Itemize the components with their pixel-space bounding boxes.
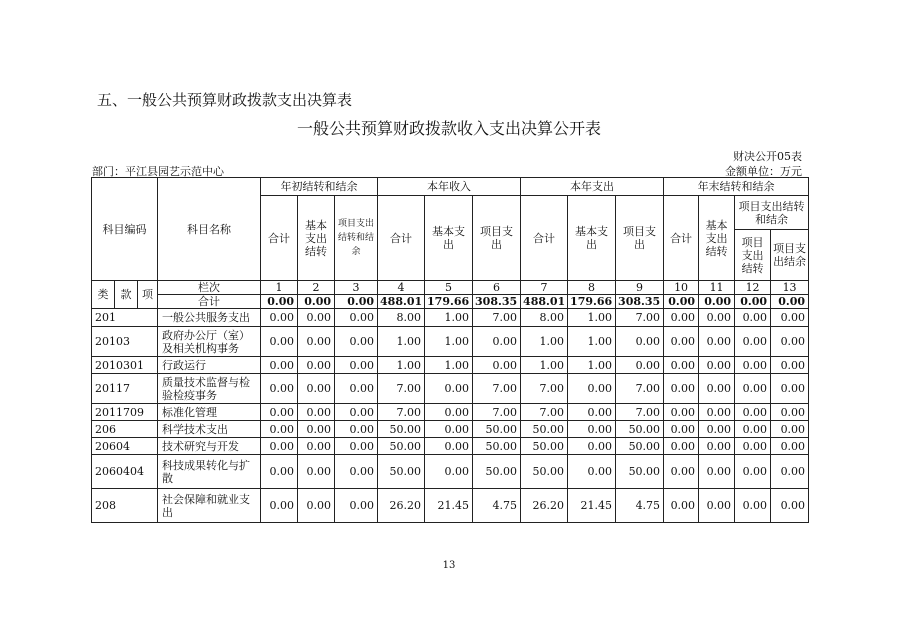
row-name: 政府办公厅（室）及相关机构事务 xyxy=(158,327,261,357)
table-row xyxy=(92,455,809,489)
expense-project-header: 项目支出 xyxy=(616,196,664,281)
row-value: 0.00 xyxy=(735,421,771,438)
row-value: 0.00 xyxy=(735,438,771,455)
row-name: 一般公共服务支出 xyxy=(158,309,261,327)
row-value: 0.00 xyxy=(735,455,771,489)
end-project-group-header: 项目支出结转和结余 xyxy=(735,196,809,230)
row-value: 0.00 xyxy=(735,374,771,404)
row-value: 0.00 xyxy=(568,374,616,404)
row-value: 0.00 xyxy=(335,489,378,523)
row-value: 0.00 xyxy=(735,309,771,327)
income-basic-header: 基本支出 xyxy=(425,196,473,281)
lei-header: 类 xyxy=(92,281,115,309)
end-balance-header: 年末结转和结余 xyxy=(664,178,809,196)
expense-basic-header: 基本支出 xyxy=(568,196,616,281)
row-value: 7.00 xyxy=(616,404,664,421)
row-value: 0.00 xyxy=(298,357,335,374)
data-rows xyxy=(92,309,809,523)
row-value: 0.00 xyxy=(298,455,335,489)
row-value: 0.00 xyxy=(771,309,809,327)
row-value: 0.00 xyxy=(568,421,616,438)
row-value: 0.00 xyxy=(664,327,699,357)
total-cell: 179.66 xyxy=(568,295,616,309)
row-value: 0.00 xyxy=(425,404,473,421)
row-value: 4.75 xyxy=(473,489,521,523)
end-total-header: 合计 xyxy=(664,196,699,281)
row-value: 1.00 xyxy=(378,327,425,357)
total-cell: 308.35 xyxy=(616,295,664,309)
col-number: 10 xyxy=(664,281,699,295)
row-value: 0.00 xyxy=(771,489,809,523)
col-number: 6 xyxy=(473,281,521,295)
row-value: 0.00 xyxy=(568,404,616,421)
col-number: 12 xyxy=(735,281,771,295)
total-cell: 0.00 xyxy=(699,295,735,309)
row-value: 0.00 xyxy=(699,357,735,374)
row-name: 行政运行 xyxy=(158,357,261,374)
row-value: 0.00 xyxy=(335,455,378,489)
subject-code-header: 科目编码 xyxy=(92,178,158,281)
row-value: 0.00 xyxy=(699,327,735,357)
row-value: 0.00 xyxy=(298,404,335,421)
row-value: 7.00 xyxy=(473,374,521,404)
row-value: 7.00 xyxy=(473,404,521,421)
row-value: 21.45 xyxy=(568,489,616,523)
row-name: 科学技术支出 xyxy=(158,421,261,438)
row-name: 质量技术监督与检验检疫事务 xyxy=(158,374,261,404)
row-value: 0.00 xyxy=(335,309,378,327)
row-code: 2011709 xyxy=(92,404,158,421)
row-value: 0.00 xyxy=(699,455,735,489)
row-value: 0.00 xyxy=(735,404,771,421)
row-value: 50.00 xyxy=(473,421,521,438)
row-value: 0.00 xyxy=(699,489,735,523)
total-cell: 0.00 xyxy=(261,295,298,309)
row-value: 0.00 xyxy=(664,309,699,327)
row-value: 0.00 xyxy=(298,438,335,455)
row-value: 0.00 xyxy=(664,374,699,404)
row-value: 0.00 xyxy=(335,327,378,357)
income-total-header: 合计 xyxy=(378,196,425,281)
row-value: 0.00 xyxy=(261,309,298,327)
row-value: 7.00 xyxy=(521,404,568,421)
expense-total-header: 合计 xyxy=(521,196,568,281)
row-value: 50.00 xyxy=(521,455,568,489)
row-value: 8.00 xyxy=(521,309,568,327)
row-value: 50.00 xyxy=(378,455,425,489)
row-value: 0.00 xyxy=(771,438,809,455)
row-value: 0.00 xyxy=(298,327,335,357)
col-number: 11 xyxy=(699,281,735,295)
row-value: 0.00 xyxy=(616,357,664,374)
table-row xyxy=(92,374,809,404)
row-value: 0.00 xyxy=(664,421,699,438)
row-name: 社会保障和就业支出 xyxy=(158,489,261,523)
col-number: 13 xyxy=(771,281,809,295)
row-value: 0.00 xyxy=(664,357,699,374)
row-value: 1.00 xyxy=(521,327,568,357)
table-row xyxy=(92,309,809,327)
row-value: 0.00 xyxy=(425,455,473,489)
row-code: 206 xyxy=(92,421,158,438)
row-code: 2060404 xyxy=(92,455,158,489)
row-value: 7.00 xyxy=(521,374,568,404)
col-number: 3 xyxy=(335,281,378,295)
row-value: 0.00 xyxy=(771,357,809,374)
total-cell: 0.00 xyxy=(771,295,809,309)
row-value: 50.00 xyxy=(521,421,568,438)
row-value: 0.00 xyxy=(771,455,809,489)
row-value: 50.00 xyxy=(378,421,425,438)
table-row xyxy=(92,357,809,374)
row-value: 0.00 xyxy=(473,357,521,374)
row-value: 0.00 xyxy=(699,438,735,455)
row-value: 0.00 xyxy=(335,438,378,455)
row-value: 0.00 xyxy=(735,327,771,357)
total-cell: 0.00 xyxy=(664,295,699,309)
row-code: 20103 xyxy=(92,327,158,357)
total-cell: 0.00 xyxy=(335,295,378,309)
row-value: 0.00 xyxy=(664,438,699,455)
row-value: 21.45 xyxy=(425,489,473,523)
row-name: 技术研究与开发 xyxy=(158,438,261,455)
row-value: 0.00 xyxy=(735,489,771,523)
row-value: 0.00 xyxy=(771,374,809,404)
begin-total-header: 合计 xyxy=(261,196,298,281)
row-value: 7.00 xyxy=(616,374,664,404)
lanci-header: 栏次 xyxy=(158,281,261,295)
row-code: 201 xyxy=(92,309,158,327)
budget-table xyxy=(91,177,809,523)
row-name: 标准化管理 xyxy=(158,404,261,421)
row-value: 0.00 xyxy=(261,357,298,374)
row-code: 2010301 xyxy=(92,357,158,374)
table-row xyxy=(92,489,809,523)
row-value: 50.00 xyxy=(473,438,521,455)
department-label: 部门：平江县园艺示范中心 xyxy=(92,165,224,178)
row-value: 0.00 xyxy=(261,489,298,523)
row-value: 0.00 xyxy=(664,404,699,421)
row-value: 7.00 xyxy=(616,309,664,327)
xiang-header: 项 xyxy=(138,281,158,309)
total-cell: 0.00 xyxy=(298,295,335,309)
row-value: 0.00 xyxy=(425,438,473,455)
row-code: 20117 xyxy=(92,374,158,404)
table-row xyxy=(92,327,809,357)
row-value: 1.00 xyxy=(425,357,473,374)
row-value: 50.00 xyxy=(521,438,568,455)
total-cell: 488.01 xyxy=(378,295,425,309)
row-value: 4.75 xyxy=(616,489,664,523)
col-number: 2 xyxy=(298,281,335,295)
table-row xyxy=(92,404,809,421)
row-value: 50.00 xyxy=(616,438,664,455)
row-value: 1.00 xyxy=(425,327,473,357)
row-value: 7.00 xyxy=(378,374,425,404)
row-value: 0.00 xyxy=(735,357,771,374)
col-number: 7 xyxy=(521,281,568,295)
income-header: 本年收入 xyxy=(378,178,521,196)
row-value: 0.00 xyxy=(568,438,616,455)
total-cell: 308.35 xyxy=(473,295,521,309)
row-value: 0.00 xyxy=(261,327,298,357)
row-value: 0.00 xyxy=(261,404,298,421)
row-value: 7.00 xyxy=(378,404,425,421)
row-value: 0.00 xyxy=(298,489,335,523)
row-code: 20604 xyxy=(92,438,158,455)
row-value: 0.00 xyxy=(568,455,616,489)
page-number: 13 xyxy=(442,560,456,571)
row-value: 0.00 xyxy=(261,374,298,404)
row-value: 0.00 xyxy=(771,327,809,357)
row-code: 208 xyxy=(92,489,158,523)
row-value: 50.00 xyxy=(378,438,425,455)
row-name: 科技成果转化与扩散 xyxy=(158,455,261,489)
row-value: 0.00 xyxy=(335,357,378,374)
row-value: 0.00 xyxy=(425,374,473,404)
income-project-header: 项目支出 xyxy=(473,196,521,281)
end-project-carry-header: 项目支出结转 xyxy=(735,230,771,281)
total-cell: 488.01 xyxy=(521,295,568,309)
row-value: 0.00 xyxy=(335,404,378,421)
row-value: 26.20 xyxy=(521,489,568,523)
begin-project-header: 项目支出结转和结余 xyxy=(335,196,378,281)
row-value: 0.00 xyxy=(335,374,378,404)
end-basic-header: 基本支出结转 xyxy=(699,196,735,281)
row-value: 8.00 xyxy=(378,309,425,327)
unit-label: 金额单位：万元 xyxy=(725,165,802,178)
row-value: 1.00 xyxy=(425,309,473,327)
row-value: 1.00 xyxy=(568,327,616,357)
row-value: 1.00 xyxy=(521,357,568,374)
row-value: 0.00 xyxy=(425,421,473,438)
table-row xyxy=(92,421,809,438)
subject-name-header: 科目名称 xyxy=(158,178,261,281)
main-title: 一般公共预算财政拨款收入支出决算公开表 xyxy=(296,119,601,138)
row-value: 0.00 xyxy=(699,374,735,404)
row-value: 50.00 xyxy=(616,455,664,489)
total-cell: 0.00 xyxy=(735,295,771,309)
row-value: 0.00 xyxy=(699,404,735,421)
row-value: 7.00 xyxy=(473,309,521,327)
row-value: 0.00 xyxy=(298,421,335,438)
row-value: 1.00 xyxy=(378,357,425,374)
row-value: 50.00 xyxy=(473,455,521,489)
total-cell: 179.66 xyxy=(425,295,473,309)
row-value: 0.00 xyxy=(261,438,298,455)
table-code: 财决公开05表 xyxy=(733,150,802,163)
row-value: 0.00 xyxy=(771,421,809,438)
row-value: 0.00 xyxy=(335,421,378,438)
end-project-balance-header: 项目支出结余 xyxy=(771,230,809,281)
col-number: 8 xyxy=(568,281,616,295)
begin-balance-header: 年初结转和结余 xyxy=(261,178,378,196)
row-value: 0.00 xyxy=(298,309,335,327)
row-value: 50.00 xyxy=(616,421,664,438)
row-value: 1.00 xyxy=(568,309,616,327)
total-row xyxy=(92,295,809,309)
row-value: 0.00 xyxy=(699,309,735,327)
row-value: 0.00 xyxy=(261,455,298,489)
row-value: 0.00 xyxy=(298,374,335,404)
row-value: 0.00 xyxy=(473,327,521,357)
row-value: 0.00 xyxy=(261,421,298,438)
row-value: 0.00 xyxy=(616,327,664,357)
row-value: 1.00 xyxy=(568,357,616,374)
heji-label: 合计 xyxy=(158,295,261,309)
row-value: 26.20 xyxy=(378,489,425,523)
col-number: 5 xyxy=(425,281,473,295)
begin-basic-header: 基本支出结转 xyxy=(298,196,335,281)
row-value: 0.00 xyxy=(771,404,809,421)
row-value: 0.00 xyxy=(664,489,699,523)
col-number: 9 xyxy=(616,281,664,295)
row-value: 0.00 xyxy=(699,421,735,438)
section-title: 五、一般公共预算财政拨款支出决算表 xyxy=(97,91,353,109)
kuan-header: 款 xyxy=(115,281,138,309)
row-value: 0.00 xyxy=(664,455,699,489)
col-number: 1 xyxy=(261,281,298,295)
col-number: 4 xyxy=(378,281,425,295)
table-row xyxy=(92,438,809,455)
expense-header: 本年支出 xyxy=(521,178,664,196)
